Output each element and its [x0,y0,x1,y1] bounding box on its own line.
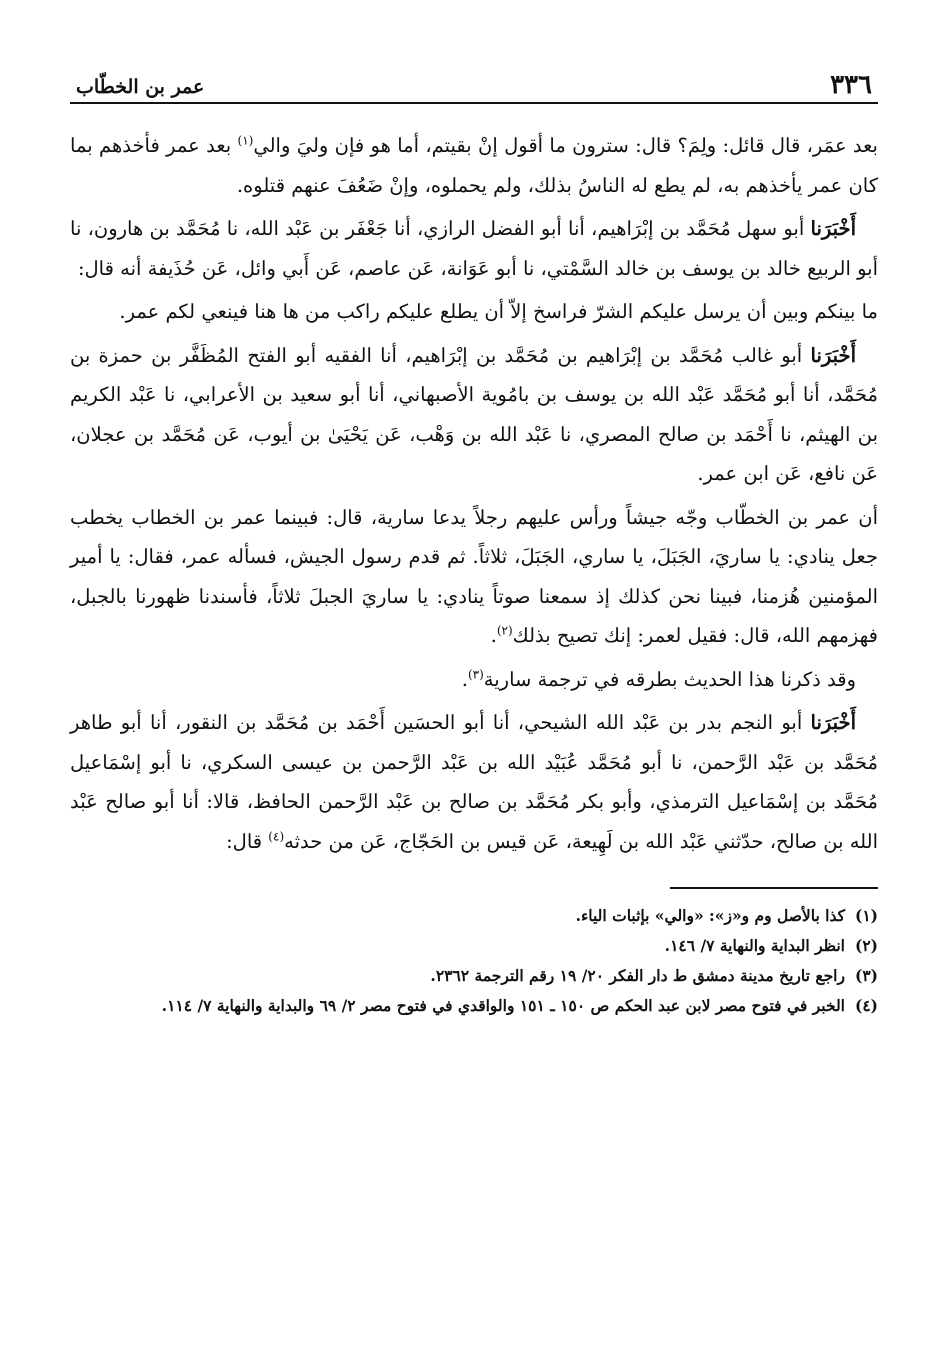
paragraph-3 [70,292,878,332]
footnote-text: انظر البداية والنهاية ٧/ ١٤٦. [664,936,845,955]
paragraph-text: بعد عمَر، قال قائل: ولِمَ؟ قال: سترون ما أقول إنْ بقيتم، أما هو فإن وليَ والي [253,134,878,157]
footnote-number: (١) [854,906,878,925]
paragraph-text: أبو سهل مُحَمَّد بن إبْرَاهيم، أنا أبو الفضل الرازي، أنا جَعْفَر بن عَبْد الله، نا مُحَمَّد بن هارون، نا أبو الربيع خالد بن يوسف بن خالد السَّمْتي، نا أبو عَوَانة، عَن عاصم، عَن أَبي وائل، عَن حُذَيفة أنه قال: [70,217,878,280]
footnote-number: (٢) [854,936,878,955]
paragraph-tail: بعد عمر فأخذهم بما كان عمر يأخذهم به، لم يطع له الناسُ بذلك، ولم يحملوه، وإنْ ضَعُفَ عنهم قتلوه. [70,134,878,197]
footnote-text: راجع تاريخ مدينة دمشق ط دار الفكر ٢٠/ ١٩ رقم الترجمة ٢٣٦٢. [430,966,845,985]
akhbarana-keyword: أَخْبَرَنا [810,217,856,240]
footnote-ref-2: (٢) [496,623,513,638]
paragraph-text: وقد ذكرنا هذا الحديث بطرقه في ترجمة سارية [483,667,856,691]
paragraph-tail: . [490,624,497,647]
footnote-2 [70,931,878,961]
paragraph-5 [70,498,878,656]
footnote-ref-1: (١) [237,133,254,148]
footnote-ref-3: (٣) [467,667,484,681]
body-text [70,126,878,861]
footnote-text: الخبر في فتوح مصر لابن عبد الحكم ص ١٥٠ ـ ١٥١ والواقدي في فتوح مصر ٢/ ٦٩ والبداية والنهاية ٧/ ١١٤. [161,996,845,1015]
paragraph-1 [70,126,878,205]
paragraph-tail: قال: [226,829,269,853]
footnote-1 [70,901,878,931]
footnote-text: كذا بالأصل وم و«ز»: «والي» بإثبات الياء. [575,906,845,925]
book-page [70,60,878,1021]
paragraph-text: أبو غالب مُحَمَّد بن إبْرَاهيم بن مُحَمَّد بن إبْرَاهيم، أنا الفقيه أبو الفتح المُظَفَّر بن حمزة بن مُحَمَّد، أنا أبو مُحَمَّد عَبْد الله بن يوسف بن بامُوية الأصبهاني، أنا أبو سعيد بن الأعرابي، نا عَبْد الكريم بن الهيثم، نا أَحْمَد بن صالح المصري، نا عَبْد الله بن وَهْب، عَن يَحْيَىٰ بن أيوب، عَن مُحَمَّد بن عجلان، عَن نافع، عَن ابن عمر. [70,343,878,485]
footnote-number: (٣) [854,966,878,985]
footnote-ref-4: (٤) [268,829,285,843]
footnote-3 [70,961,878,991]
paragraph-7 [70,703,878,861]
paragraph-2 [70,209,878,288]
paragraph-tail: . [461,667,468,691]
akhbarana-keyword: أَخْبَرَنا [810,343,856,367]
footnote-number: (٤) [854,996,878,1015]
akhbarana-keyword: أَخْبَرَنا [810,711,856,734]
paragraph-text: ما بينكم وبين أن يرسل عليكم الشرّ فراسخ إلاّ أن يطلع عليكم راكب من ها هنا فينعي لكم عمر. [119,300,878,323]
footnotes [70,901,878,1021]
paragraph-6 [70,660,878,700]
footnote-separator [670,887,878,889]
paragraph-text: أبو النجم بدر بن عَبْد الله الشيحي، أنا أبو الحسَين أَحْمَد بن مُحَمَّد بن النقور، أنا أبو طاهر مُحَمَّد بن عَبْد الرَّحمن، نا أبو مُحَمَّد عُبَيْد الله بن عَبْد الرَّحمن بن عيسى السكري، نا أبو إسْمَاعيل مُحَمَّد بن إسْمَاعيل الترمذي، وأبو بكر مُحَمَّد بن صالح بن عَبْد الرَّحمن الحافظ، قالا: أنا أبو صالح عَبْد الله بن صالح، حدّثني عَبْد الله بن لَهِيعة، عَن قيس بن الحَجّاج، عَن من حدثه [70,711,878,853]
paragraph-text: أن عمر بن الخطّاب وجّه جيشاً ورأس عليهم رجلاً يدعا سارية، قال: فبينما عمر بن الخطاب يخطب جعل ينادي: يا ساريَ، الجَبَلَ، يا ساري، الجَبَلَ، ثلاثاً. ثم قدم رسول الجيش، فسأله عمر، فقال: يا أمير المؤمنين هُزمنا، فبينا نحن كذلك إذ سمعنا صوتاً ينادي: يا ساريَ الجبلَ ثلاثاً، فأسندنا ظهورنا بالجبل، فهزمهم الله، قال: فقيل لعمر: إنك تصيح بذلك [70,505,878,647]
running-title: عمر بن الخطّاب [76,76,205,98]
page-number: ٣٣٦ [830,70,872,100]
running-head [70,60,878,104]
footnote-4 [70,991,878,1021]
paragraph-4 [70,336,878,494]
